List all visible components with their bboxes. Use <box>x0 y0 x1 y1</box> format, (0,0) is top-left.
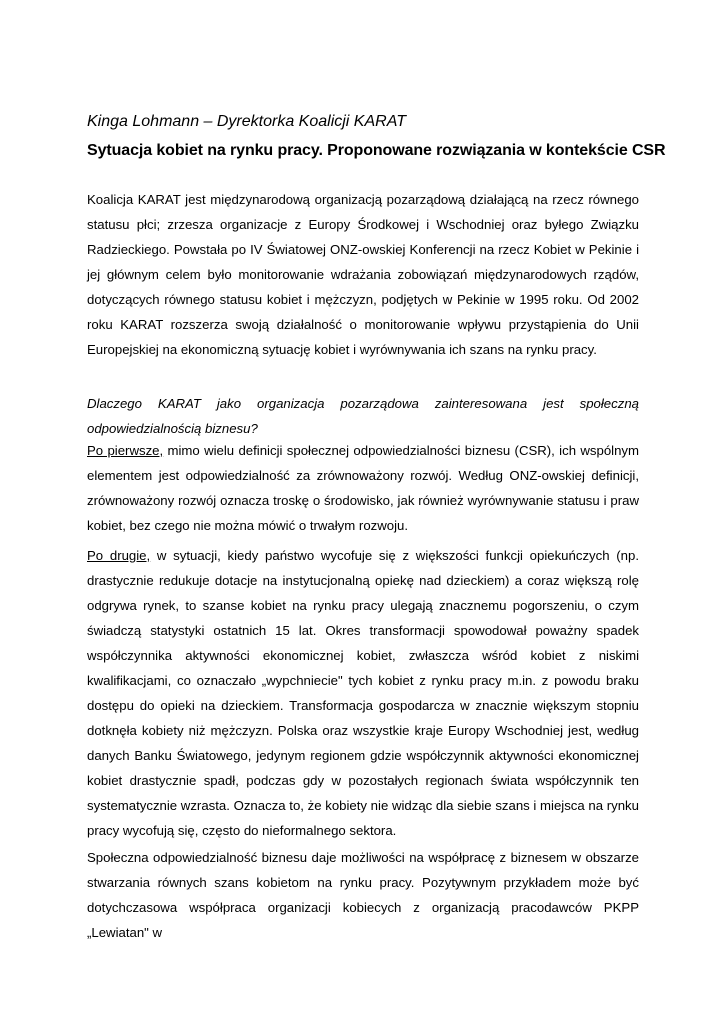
point-two-text: w sytuacji, kiedy państwo wycofuje się z większości funkcji opiekuńczych (np. drastycznie redukuje dotacje na instytucjonalną opiekę nad dzieckiem) a coraz większą rolę odgrywa rynek, to szanse kobiet na rynku pracy ulegają znacznemu pogorszeniu, o czym świadczą statystyki ostatnich 15 lat. Okres transformacji spowodował poważny spadek współczynnika aktywności ekonomicznej kobiet, zwłaszcza wśród kobiet z niskimi kwalifikacjami, co oznaczało „wypchniecie" tych kobiet z rynku pracy m.in. z powodu braku dostępu do opieki na dzieckiem. Transformacja gospodarcza w znacznie większym stopniu dotknęła kobiety niż mężczyzn. Polska oraz wszystkie kraje Europy Wschodniej jest, według danych Banku Światowego, jedynym regionem gdzie współczynnik aktywności ekonomicznej kobiet drastycznie spadł, podczas gdy w pozostałych regionach świata współczynnik ten systematycznie wzrasta. Oznacza to, że kobiety nie widząc dla siebie szans i miejsca na rynku pracy wycofują się, często do nieformalnego sektora. <box>87 548 640 838</box>
point-one-paragraph <box>87 438 639 538</box>
question-paragraph: Dlaczego KARAT jako organizacja pozarządowa zainteresowana jest społeczną odpowiedzialnością biznesu? <box>87 396 639 436</box>
point-two-label: Po drugie, <box>87 548 151 563</box>
intro-paragraph: Koalicja KARAT jest międzynarodową organizacją pozarządową działającą na rzecz równego statusu płci; zrzesza organizacje z Europy Środkowej i Wschodniej oraz byłego Związku Radzieckiego. Powstała po IV Światowej ONZ-owskiej Konferencji na rzecz Kobiet w Pekinie i jej głównym celem było monitorowanie wdrażania zobowiązań międzynarodowych rządów, dotyczących równego statusu kobiet i mężczyzn, podjętych w Pekinie w 1995 roku. Od 2002 roku KARAT rozszerza swoją działalność o monitorowanie wpływu przystąpienia do Unii Europejskiej na ekonomiczną sytuację kobiet i wyrównywania ich szans na rynku pracy. <box>87 192 639 357</box>
point-one-label: Po pierwsze, <box>87 443 164 458</box>
point-two-paragraph <box>87 543 639 843</box>
document-title: Sytuacja kobiet na rynku pracy. Proponowane rozwiązania w kontekście CSR <box>87 142 666 159</box>
closing-paragraph: Społeczna odpowiedzialność biznesu daje możliwości na współpracę z biznesem w obszarze stwarzania równych szans kobietom na rynku pracy. Pozytywnym przykładem może być dotychczasowa współpraca organizacji kobiecych z organizacją pracodawców PKPP „Lewiatan" w <box>87 850 639 940</box>
author-line: Kinga Lohmann – Dyrektorka Koalicji KARAT <box>87 113 406 130</box>
point-one-text: mimo wielu definicji społecznej odpowiedzialności biznesu (CSR), ich wspólnym elementem jest odpowiedzialność za zrównoważony rozwój. Według ONZ-owskiej definicji, zrównoważony rozwój oznacza troskę o środowisko, jak również wyrównywanie statusu i praw kobiet, bez czego nie można mówić o trwałym rozwoju. <box>87 443 639 533</box>
